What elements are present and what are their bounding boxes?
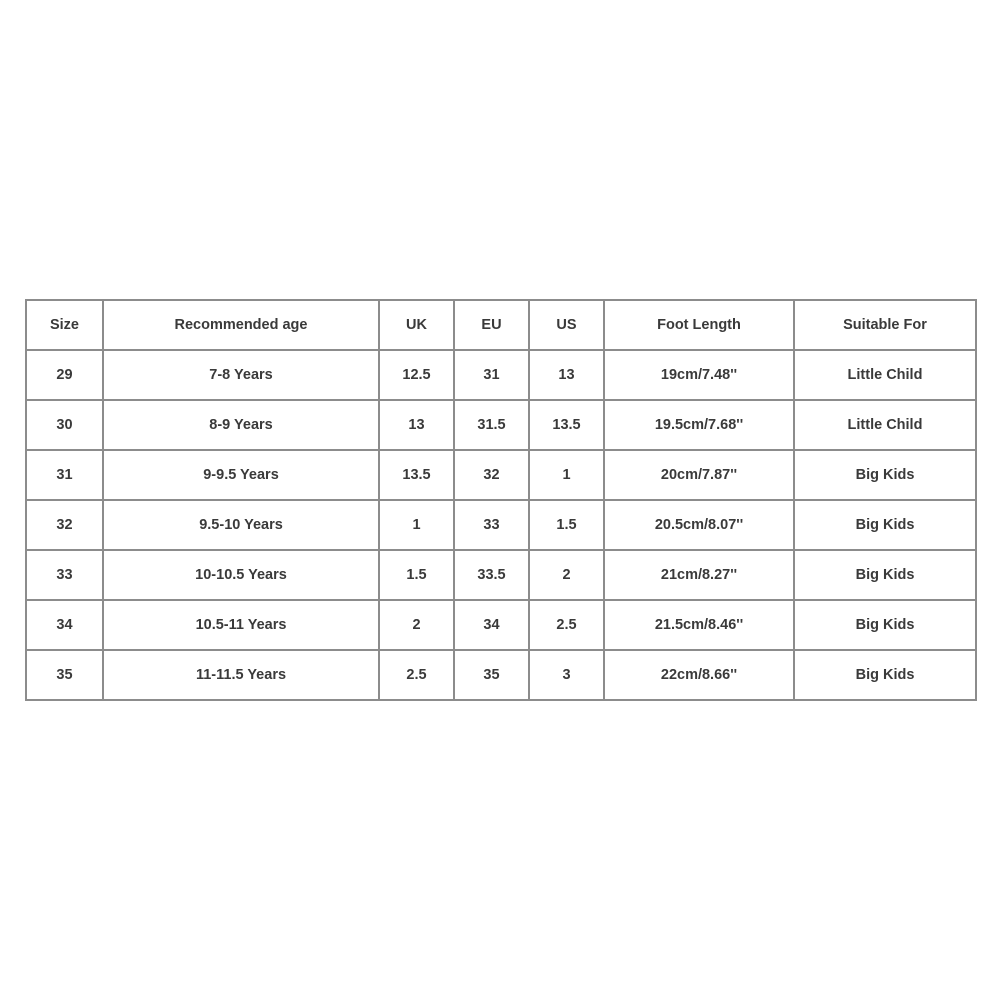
cell-suitable-for: Little Child [794,350,976,400]
table-row [26,650,976,700]
table-row [26,500,976,550]
cell-suitable-for: Little Child [794,400,976,450]
cell-us: 2 [529,550,604,600]
cell-us: 1 [529,450,604,500]
cell-eu: 35 [454,650,529,700]
cell-eu: 32 [454,450,529,500]
cell-eu: 31.5 [454,400,529,450]
cell-foot-length: 21.5cm/8.46'' [604,600,794,650]
cell-foot-length: 19.5cm/7.68'' [604,400,794,450]
cell-suitable-for: Big Kids [794,600,976,650]
cell-uk: 12.5 [379,350,454,400]
size-chart-table [25,299,977,701]
cell-recommended-age: 9-9.5 Years [103,450,379,500]
cell-size: 34 [26,600,103,650]
cell-suitable-for: Big Kids [794,650,976,700]
cell-foot-length: 21cm/8.27'' [604,550,794,600]
cell-size: 29 [26,350,103,400]
cell-eu: 33.5 [454,550,529,600]
cell-uk: 2 [379,600,454,650]
header-eu: EU [454,300,529,350]
cell-recommended-age: 7-8 Years [103,350,379,400]
cell-suitable-for: Big Kids [794,450,976,500]
cell-us: 13.5 [529,400,604,450]
cell-recommended-age: 9.5-10 Years [103,500,379,550]
cell-recommended-age: 8-9 Years [103,400,379,450]
cell-uk: 2.5 [379,650,454,700]
cell-uk: 13 [379,400,454,450]
header-us: US [529,300,604,350]
cell-size: 30 [26,400,103,450]
cell-eu: 33 [454,500,529,550]
cell-foot-length: 22cm/8.66'' [604,650,794,700]
size-chart-container [25,299,975,701]
cell-eu: 31 [454,350,529,400]
header-recommended-age: Recommended age [103,300,379,350]
cell-us: 13 [529,350,604,400]
cell-us: 3 [529,650,604,700]
cell-size: 31 [26,450,103,500]
cell-uk: 1.5 [379,550,454,600]
cell-size: 32 [26,500,103,550]
table-header-row [26,300,976,350]
table-row [26,350,976,400]
cell-uk: 13.5 [379,450,454,500]
cell-recommended-age: 10.5-11 Years [103,600,379,650]
cell-uk: 1 [379,500,454,550]
cell-recommended-age: 11-11.5 Years [103,650,379,700]
header-size: Size [26,300,103,350]
table-row [26,450,976,500]
cell-foot-length: 20.5cm/8.07'' [604,500,794,550]
cell-recommended-age: 10-10.5 Years [103,550,379,600]
cell-size: 35 [26,650,103,700]
table-row [26,400,976,450]
cell-us: 1.5 [529,500,604,550]
header-suitable-for: Suitable For [794,300,976,350]
header-foot-length: Foot Length [604,300,794,350]
cell-foot-length: 19cm/7.48'' [604,350,794,400]
cell-foot-length: 20cm/7.87'' [604,450,794,500]
cell-eu: 34 [454,600,529,650]
cell-suitable-for: Big Kids [794,550,976,600]
table-row [26,600,976,650]
cell-size: 33 [26,550,103,600]
table-row [26,550,976,600]
header-uk: UK [379,300,454,350]
cell-suitable-for: Big Kids [794,500,976,550]
cell-us: 2.5 [529,600,604,650]
